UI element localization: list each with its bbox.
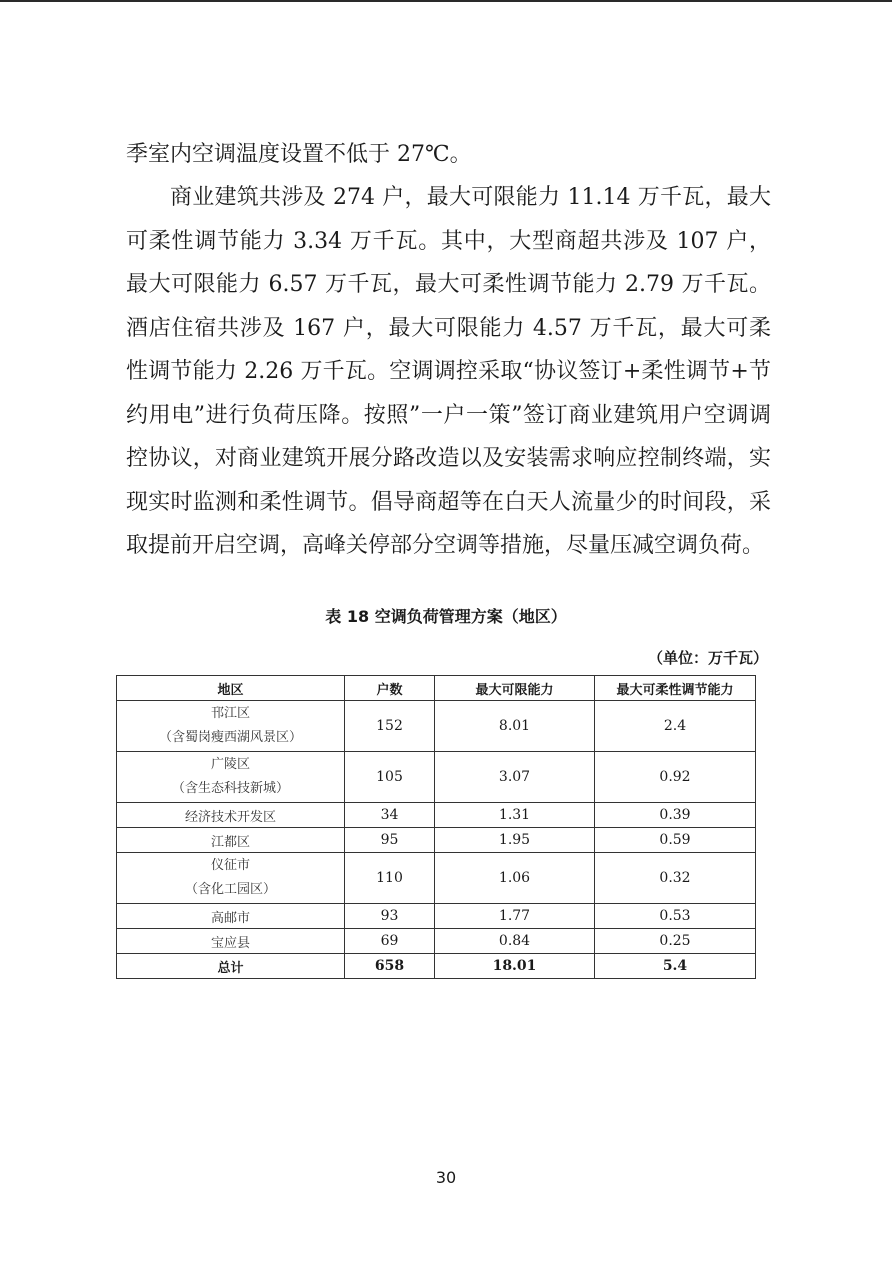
header-max-flexible: 最大可柔性调节能力 — [595, 676, 756, 701]
header-max-limit: 最大可限能力 — [435, 676, 595, 701]
region-cell: 经济技术开发区 — [117, 803, 345, 828]
page-number: 30 — [435, 1168, 457, 1187]
households-cell: 34 — [345, 803, 435, 828]
max-limit-cell: 1.95 — [435, 828, 595, 853]
households-cell: 110 — [345, 853, 435, 904]
body-paragraph-commercial-buildings: 商业建筑共涉及 274 户，最大可限能力 11.14 万千瓦，最大可柔性调节能力 3.34 万千瓦。其中，大型商超共涉及 107 户，最大可限能力 6.57 万千瓦，最大可柔性调节能力 2.79 万千瓦。酒店住宿共涉及 167 户，最大可限能力 4.57 万千瓦，最大可柔性调节能力 2.26 万千瓦。空调调控采取“协议签订+柔性调节+节约用电”进行负荷压降。按照”一户一策”签订商业建筑用户空调调控协议，对商业建筑开展分路改造以及安装需求响应控制终端，实现实时监测和柔性调节。倡导商超等在白天人流量少的时间段，采取提前开启空调，高峰关停部分空调等措施，尽量压减空调负荷。 — [126, 185, 771, 558]
max-flexible-cell: 0.32 — [595, 853, 756, 904]
table-total-row — [117, 954, 756, 979]
region-load-table — [116, 675, 756, 979]
max-limit-cell: 8.01 — [435, 701, 595, 752]
total-households-cell: 658 — [345, 954, 435, 979]
table-row — [117, 853, 756, 904]
table-header-row — [117, 676, 756, 701]
max-limit-cell: 1.06 — [435, 853, 595, 904]
max-limit-cell: 3.07 — [435, 752, 595, 803]
region-cell: 宝应县 — [117, 929, 345, 954]
region-note: （含生态科技新城） — [171, 781, 289, 796]
table-row — [117, 929, 756, 954]
max-limit-cell: 1.77 — [435, 904, 595, 929]
households-cell: 69 — [345, 929, 435, 954]
households-cell: 152 — [345, 701, 435, 752]
max-flexible-cell: 0.53 — [595, 904, 756, 929]
table-row — [117, 828, 756, 853]
region-cell — [117, 853, 345, 904]
max-flexible-cell: 0.25 — [595, 929, 756, 954]
region-note: （含化工园区） — [184, 882, 276, 897]
max-flexible-cell: 0.59 — [595, 828, 756, 853]
max-flexible-cell: 0.39 — [595, 803, 756, 828]
table-row — [117, 752, 756, 803]
table-row — [117, 803, 756, 828]
region-cell — [117, 701, 345, 752]
body-paragraph-continued: 季室内空调温度设置不低于 27℃。 — [126, 142, 472, 167]
region-cell: 江都区 — [117, 828, 345, 853]
households-cell: 95 — [345, 828, 435, 853]
max-limit-cell: 0.84 — [435, 929, 595, 954]
table-row — [117, 701, 756, 752]
max-flexible-cell: 0.92 — [595, 752, 756, 803]
region-cell: 高邮市 — [117, 904, 345, 929]
region-name: 仪征市 — [210, 858, 250, 873]
households-cell: 105 — [345, 752, 435, 803]
total-max-flexible-cell: 5.4 — [595, 954, 756, 979]
region-note: （含蜀岗瘦西湖风景区） — [158, 730, 302, 745]
table-unit-label: （单位：万千瓦） — [647, 649, 768, 667]
region-name: 广陵区 — [210, 757, 250, 772]
header-households: 户数 — [345, 676, 435, 701]
max-flexible-cell: 2.4 — [595, 701, 756, 752]
table-caption: 表 18 空调负荷管理方案（地区） — [325, 607, 567, 626]
region-cell — [117, 752, 345, 803]
max-limit-cell: 1.31 — [435, 803, 595, 828]
households-cell: 93 — [345, 904, 435, 929]
total-max-limit-cell: 18.01 — [435, 954, 595, 979]
top-border-line — [0, 0, 892, 2]
total-label-cell: 总计 — [117, 954, 345, 979]
header-region: 地区 — [117, 676, 345, 701]
table-row — [117, 904, 756, 929]
region-name: 邗江区 — [210, 706, 250, 721]
